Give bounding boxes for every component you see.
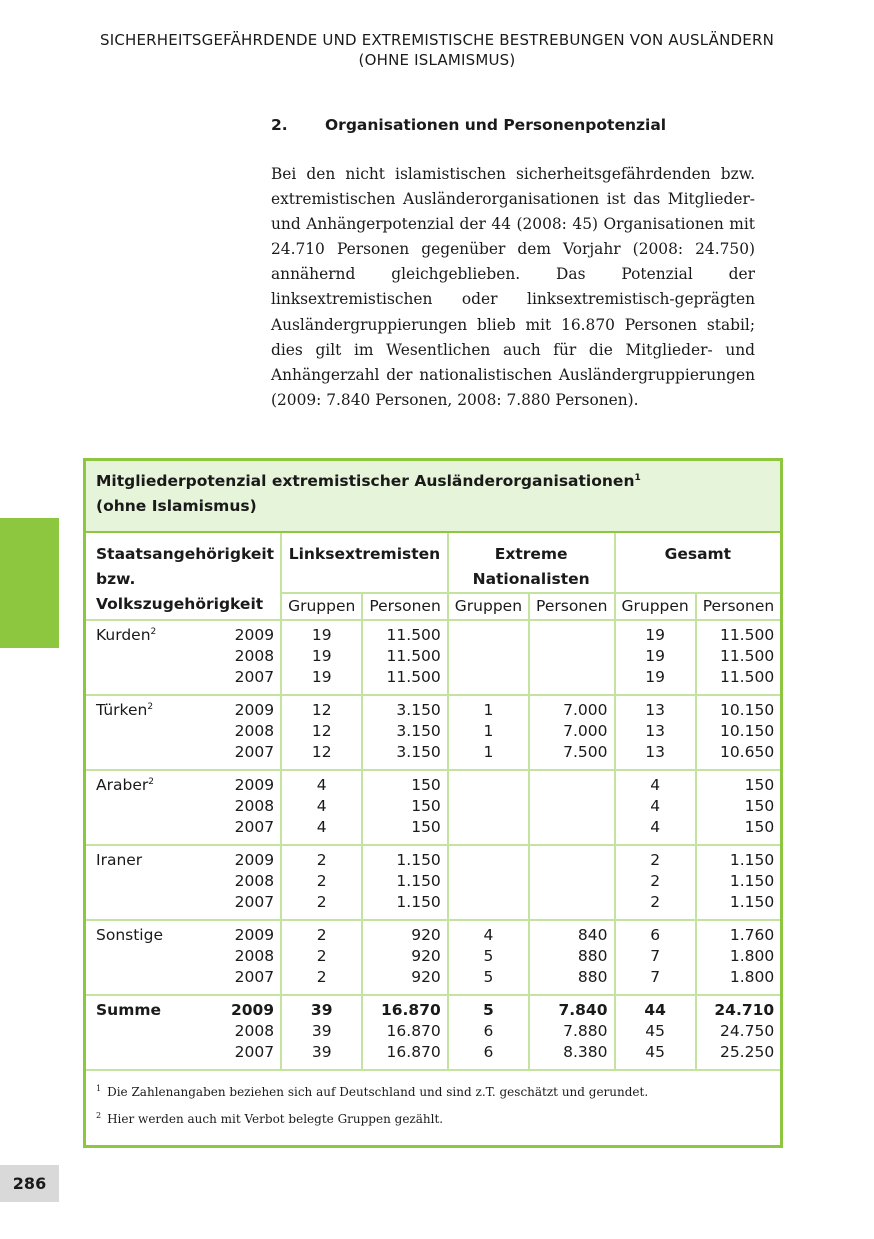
footnote-text: Hier werden auch mit Verbot belegte Gruppen gezählt. xyxy=(107,1112,444,1126)
value-2009: 7.840 xyxy=(558,1001,608,1019)
row-name-text: Araber xyxy=(96,776,149,794)
cell-nat-groups xyxy=(448,845,529,920)
values-earlier: 2008 2007 xyxy=(234,1022,275,1061)
column-header-nationalists xyxy=(448,532,615,593)
footnote xyxy=(96,1106,770,1133)
cell-total-persons xyxy=(696,995,782,1070)
value-2009: 24.710 xyxy=(714,1001,775,1019)
row-name xyxy=(85,695,214,770)
column-header-nationalists-line2: Nationalisten xyxy=(472,570,590,588)
cell-nat-persons xyxy=(529,620,614,695)
row-years: 2009 2008 2007 xyxy=(213,845,281,920)
cell-nat-groups: 4 5 5 xyxy=(448,920,529,995)
subheader-groups: Gruppen xyxy=(448,593,529,620)
value-2009: 44 xyxy=(644,1001,666,1019)
footnote xyxy=(96,1079,770,1106)
row-name-text: Iraner xyxy=(96,851,143,869)
column-header-left-extremists: Linksextremisten xyxy=(281,532,448,593)
table-title-line1: Mitgliederpotenzial extremistischer Ausländerorganisationen xyxy=(96,472,635,490)
cell-nat-persons xyxy=(529,845,614,920)
table-row xyxy=(85,620,782,695)
body-paragraph: Bei den nicht islamistischen sicherheitsgefährdenden bzw. extremistischen Ausländerorganisationen ist das Mitglieder- und Anhängerpotenzial der 44 (2008: 45) Organisationen mit 24.710 Personen gegenüber dem Vorjahr (2008: 24.750) annähernd gleichgeblieben. Das Potenzial der linksextremistischen oder linksextremistisch-geprägten Ausländergruppierungen blieb mit 16.870 Personen stabil; dies gilt im Wesentlichen auch für die Mitglieder- und Anhängerzahl der nationalistischen Ausländergruppierungen (2009: 7.840 Personen, 2008: 7.880 Personen). xyxy=(271,165,755,409)
table-row xyxy=(85,695,782,770)
cell-left-groups: 2 2 2 xyxy=(281,920,362,995)
section-heading xyxy=(271,115,666,135)
values-earlier: 6 6 xyxy=(483,1022,494,1061)
row-name-text: Sonstige xyxy=(96,926,163,944)
membership-table xyxy=(83,458,783,1148)
cell-total-persons: 10.150 10.150 10.650 xyxy=(696,695,782,770)
section-title: Organisationen und Personenpotenzial xyxy=(325,116,667,134)
values-earlier: 39 39 xyxy=(311,1022,332,1061)
cell-nat-groups xyxy=(448,995,529,1070)
row-name: Summe xyxy=(85,995,214,1070)
row-years: 2009 2008 2007 xyxy=(213,695,281,770)
column-header-total: Gesamt xyxy=(615,532,782,593)
cell-total-persons: 11.500 11.500 11.500 xyxy=(696,620,782,695)
cell-left-groups xyxy=(281,995,362,1070)
column-header-nationality-line3: Volkszugehörigkeit xyxy=(96,595,264,613)
cell-nat-persons: 840 880 880 xyxy=(529,920,614,995)
running-header-line1: SICHERHEITSGEFÄHRDENDE UND EXTREMISTISCHE BESTREBUNGEN VON AUSLÄNDERN xyxy=(99,31,775,49)
footnote-mark: 1 xyxy=(96,1084,102,1093)
cell-total-groups: 4 4 4 xyxy=(615,770,696,845)
cell-left-persons: 920 920 920 xyxy=(362,920,447,995)
value-2009: 16.870 xyxy=(380,1001,441,1019)
cell-left-persons: 3.150 3.150 3.150 xyxy=(362,695,447,770)
cell-left-groups: 2 2 2 xyxy=(281,845,362,920)
values-earlier: 7.880 8.380 xyxy=(563,1022,608,1061)
cell-total-groups: 13 13 13 xyxy=(615,695,696,770)
table-title-line2: (ohne Islamismus) xyxy=(96,497,257,515)
table-row xyxy=(85,845,782,920)
cell-nat-persons: 7.000 7.000 7.500 xyxy=(529,695,614,770)
subheader-groups: Gruppen xyxy=(281,593,362,620)
subheader-persons: Personen xyxy=(696,593,782,620)
column-header-nationality-line2: bzw. xyxy=(96,570,136,588)
footnote-ref: 2 xyxy=(147,701,154,712)
cell-nat-groups xyxy=(448,620,529,695)
footnote-ref: 1 xyxy=(634,472,641,483)
value-2009: 2009 xyxy=(230,1001,275,1019)
section-number: 2. xyxy=(271,116,288,134)
table-row xyxy=(85,920,782,995)
running-header-line2: (OHNE ISLAMISMUS) xyxy=(358,51,516,69)
value-2009: 39 xyxy=(310,1001,333,1019)
cell-total-persons: 150 150 150 xyxy=(696,770,782,845)
cell-nat-groups: 1 1 1 xyxy=(448,695,529,770)
cell-nat-persons xyxy=(529,995,614,1070)
cell-left-persons: 1.150 1.150 1.150 xyxy=(362,845,447,920)
row-years: 2009 2008 2007 xyxy=(213,770,281,845)
table-row xyxy=(85,770,782,845)
footnote-text: Die Zahlenangaben beziehen sich auf Deutschland und sind z.T. geschätzt und gerundet. xyxy=(107,1085,649,1099)
subheader-groups: Gruppen xyxy=(615,593,696,620)
cell-total-groups: 6 7 7 xyxy=(615,920,696,995)
chapter-color-tab xyxy=(0,518,59,648)
cell-nat-groups xyxy=(448,770,529,845)
table-row-sum xyxy=(85,995,782,1070)
row-name xyxy=(85,920,214,995)
cell-total-groups: 19 19 19 xyxy=(615,620,696,695)
row-name-text: Kurden xyxy=(96,626,151,644)
cell-total-persons: 1.150 1.150 1.150 xyxy=(696,845,782,920)
row-name-text: Türken xyxy=(96,701,148,719)
cell-left-persons: 150 150 150 xyxy=(362,770,447,845)
cell-total-persons: 1.760 1.800 1.800 xyxy=(696,920,782,995)
row-years: 2009 2008 2007 xyxy=(213,620,281,695)
cell-nat-persons xyxy=(529,770,614,845)
cell-left-groups: 19 19 19 xyxy=(281,620,362,695)
page-number: 286 xyxy=(0,1165,59,1202)
subheader-persons: Personen xyxy=(362,593,447,620)
cell-left-groups: 12 12 12 xyxy=(281,695,362,770)
cell-left-persons xyxy=(362,995,447,1070)
footnote-mark: 2 xyxy=(96,1111,102,1120)
cell-total-groups: 2 2 2 xyxy=(615,845,696,920)
row-name xyxy=(85,620,214,695)
row-name xyxy=(85,770,214,845)
table-title xyxy=(85,460,782,533)
subheader-persons: Personen xyxy=(529,593,614,620)
values-earlier: 16.870 16.870 xyxy=(386,1022,441,1061)
row-years: 2009 2008 2007 xyxy=(213,920,281,995)
values-earlier: 24.750 25.250 xyxy=(719,1022,775,1061)
cell-total-groups xyxy=(615,995,696,1070)
cell-left-persons: 11.500 11.500 11.500 xyxy=(362,620,447,695)
column-header-nationality xyxy=(85,532,282,620)
cell-left-groups: 4 4 4 xyxy=(281,770,362,845)
values-earlier: 45 45 xyxy=(645,1022,665,1061)
row-name xyxy=(85,845,214,920)
footnote-ref: 2 xyxy=(150,626,157,637)
column-header-nationalists-line1: Extreme xyxy=(494,545,568,563)
footnote-ref: 2 xyxy=(148,776,154,787)
running-header xyxy=(90,30,784,70)
column-header-nationality-line1: Staatsangehörigkeit xyxy=(96,545,275,563)
value-2009: 5 xyxy=(483,1001,494,1019)
row-years xyxy=(213,995,281,1070)
table-footnotes xyxy=(85,1070,782,1147)
